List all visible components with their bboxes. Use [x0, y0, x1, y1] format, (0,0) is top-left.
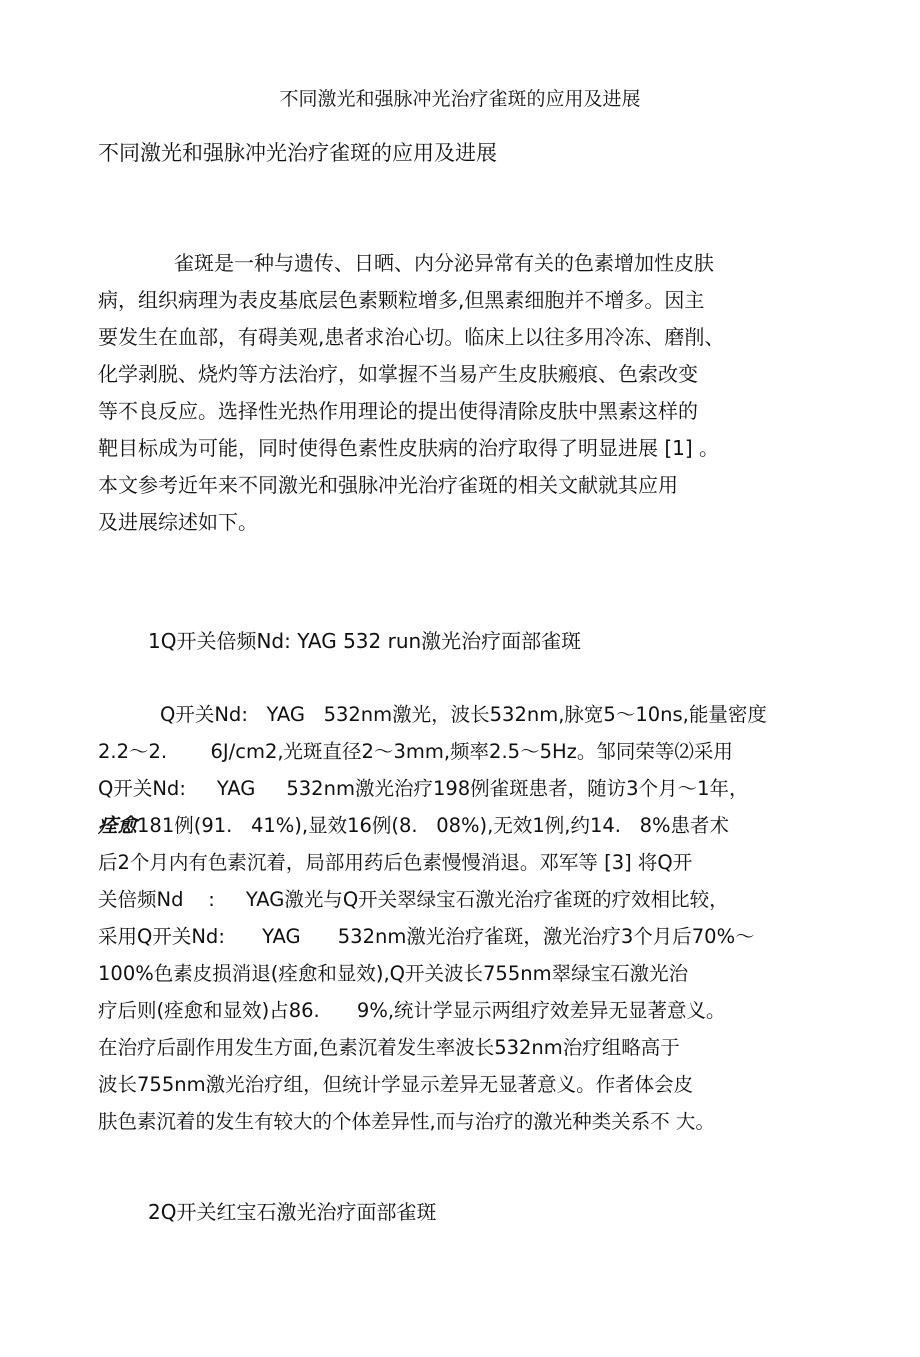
intro-line: 化学剥脱、烧灼等方法治疗，如掌握不当易产生皮肤瘢痕、色索改变 — [98, 362, 698, 386]
section-1-line: 波长755nm激光治疗组，但统计学显示差异无显著意义。作者体会皮 — [98, 1073, 694, 1096]
intro-line: 病，组织病理为表皮基底层色素颗粒增多,但黑素细胞并不增多。因主 — [98, 288, 705, 312]
document-title: 不同激光和强脉冲光治疗雀斑的应用及进展 — [98, 141, 497, 165]
section-1-line: 100%色素皮损消退(痊愈和显效),Q开关波长755nm翠绿宝石激光治 — [98, 962, 689, 985]
intro-line: 本文参考近年来不同激光和强脉冲光治疗雀斑的相关文献就其应用 — [98, 473, 678, 497]
section-1-line: Q开关Nd: YAG 532nm激光，波长532nm,脉宽5～10ns,能量密度 — [160, 703, 767, 726]
section-2-heading: 2Q开关红宝石激光治疗面部雀斑 — [148, 1200, 437, 1224]
section-1-line: 2.2～2. 6J/cm2,光斑直径2～3mm,频率2.5～5Hz。邹同荣等⑵采用 — [98, 740, 733, 763]
intro-line: 及进展综述如下。 — [98, 510, 258, 534]
section-1-line: 后2个月内有色素沉着，局部用药后色素慢慢消退。邓军等 [3] 将Q开 — [98, 851, 693, 874]
intro-line: 等不良反应。选择性光热作用理论的提出使得清除皮肤中黑素这样的 — [98, 399, 698, 423]
intro-line: 要发生在血部，有碍美观,患者求治心切。临床上以往多用冷冻、磨削、 — [98, 325, 725, 349]
intro-line: 靶目标成为可能，同时使得色素性皮肤病的治疗取得了明显进展 [1] 。 — [98, 436, 720, 460]
section-1-line-rest: 181例(91. 41%),显效16例(8. 08%),无效1例,约14. 8%患者术 — [137, 814, 730, 837]
section-1-line: 在治疗后副作用发生方面,色素沉着发生率波长532nm治疗组略高于 — [98, 1036, 680, 1059]
section-1-line: Q开关Nd: YAG 532nm激光治疗198例雀斑患者，随访3个月～1年， — [98, 777, 749, 800]
section-1-paragraph — [98, 696, 767, 1140]
intro-line: 雀斑是一种与遗传、日晒、内分泌异常有关的色素增加性皮肤 — [174, 251, 714, 275]
section-1-line-with-emphasis — [98, 807, 767, 844]
intro-paragraph — [98, 245, 724, 541]
emphasis-word: 痊愈 — [98, 814, 138, 837]
running-header: 不同激光和强脉冲光治疗雀斑的应用及进展 — [279, 88, 641, 110]
section-1-line: 关倍频Nd : YAG激光与Q开关翠绿宝石激光治疗雀斑的疗效相比较， — [98, 888, 729, 911]
section-1-line: 采用Q开关Nd: YAG 532nm激光治疗雀斑，激光治疗3个月后70%～ — [98, 925, 755, 948]
section-1-line: 疗后则(痊愈和显效)占86. 9%,统计学显示两组疗效差异无显著意义。 — [98, 999, 726, 1022]
section-1-line: 肤色素沉着的发生有较大的个体差异性,而与治疗的激光种类关系不 大。 — [98, 1110, 715, 1133]
section-1-heading: 1Q开关倍频Nd: YAG 532 run激光治疗面部雀斑 — [148, 629, 582, 653]
